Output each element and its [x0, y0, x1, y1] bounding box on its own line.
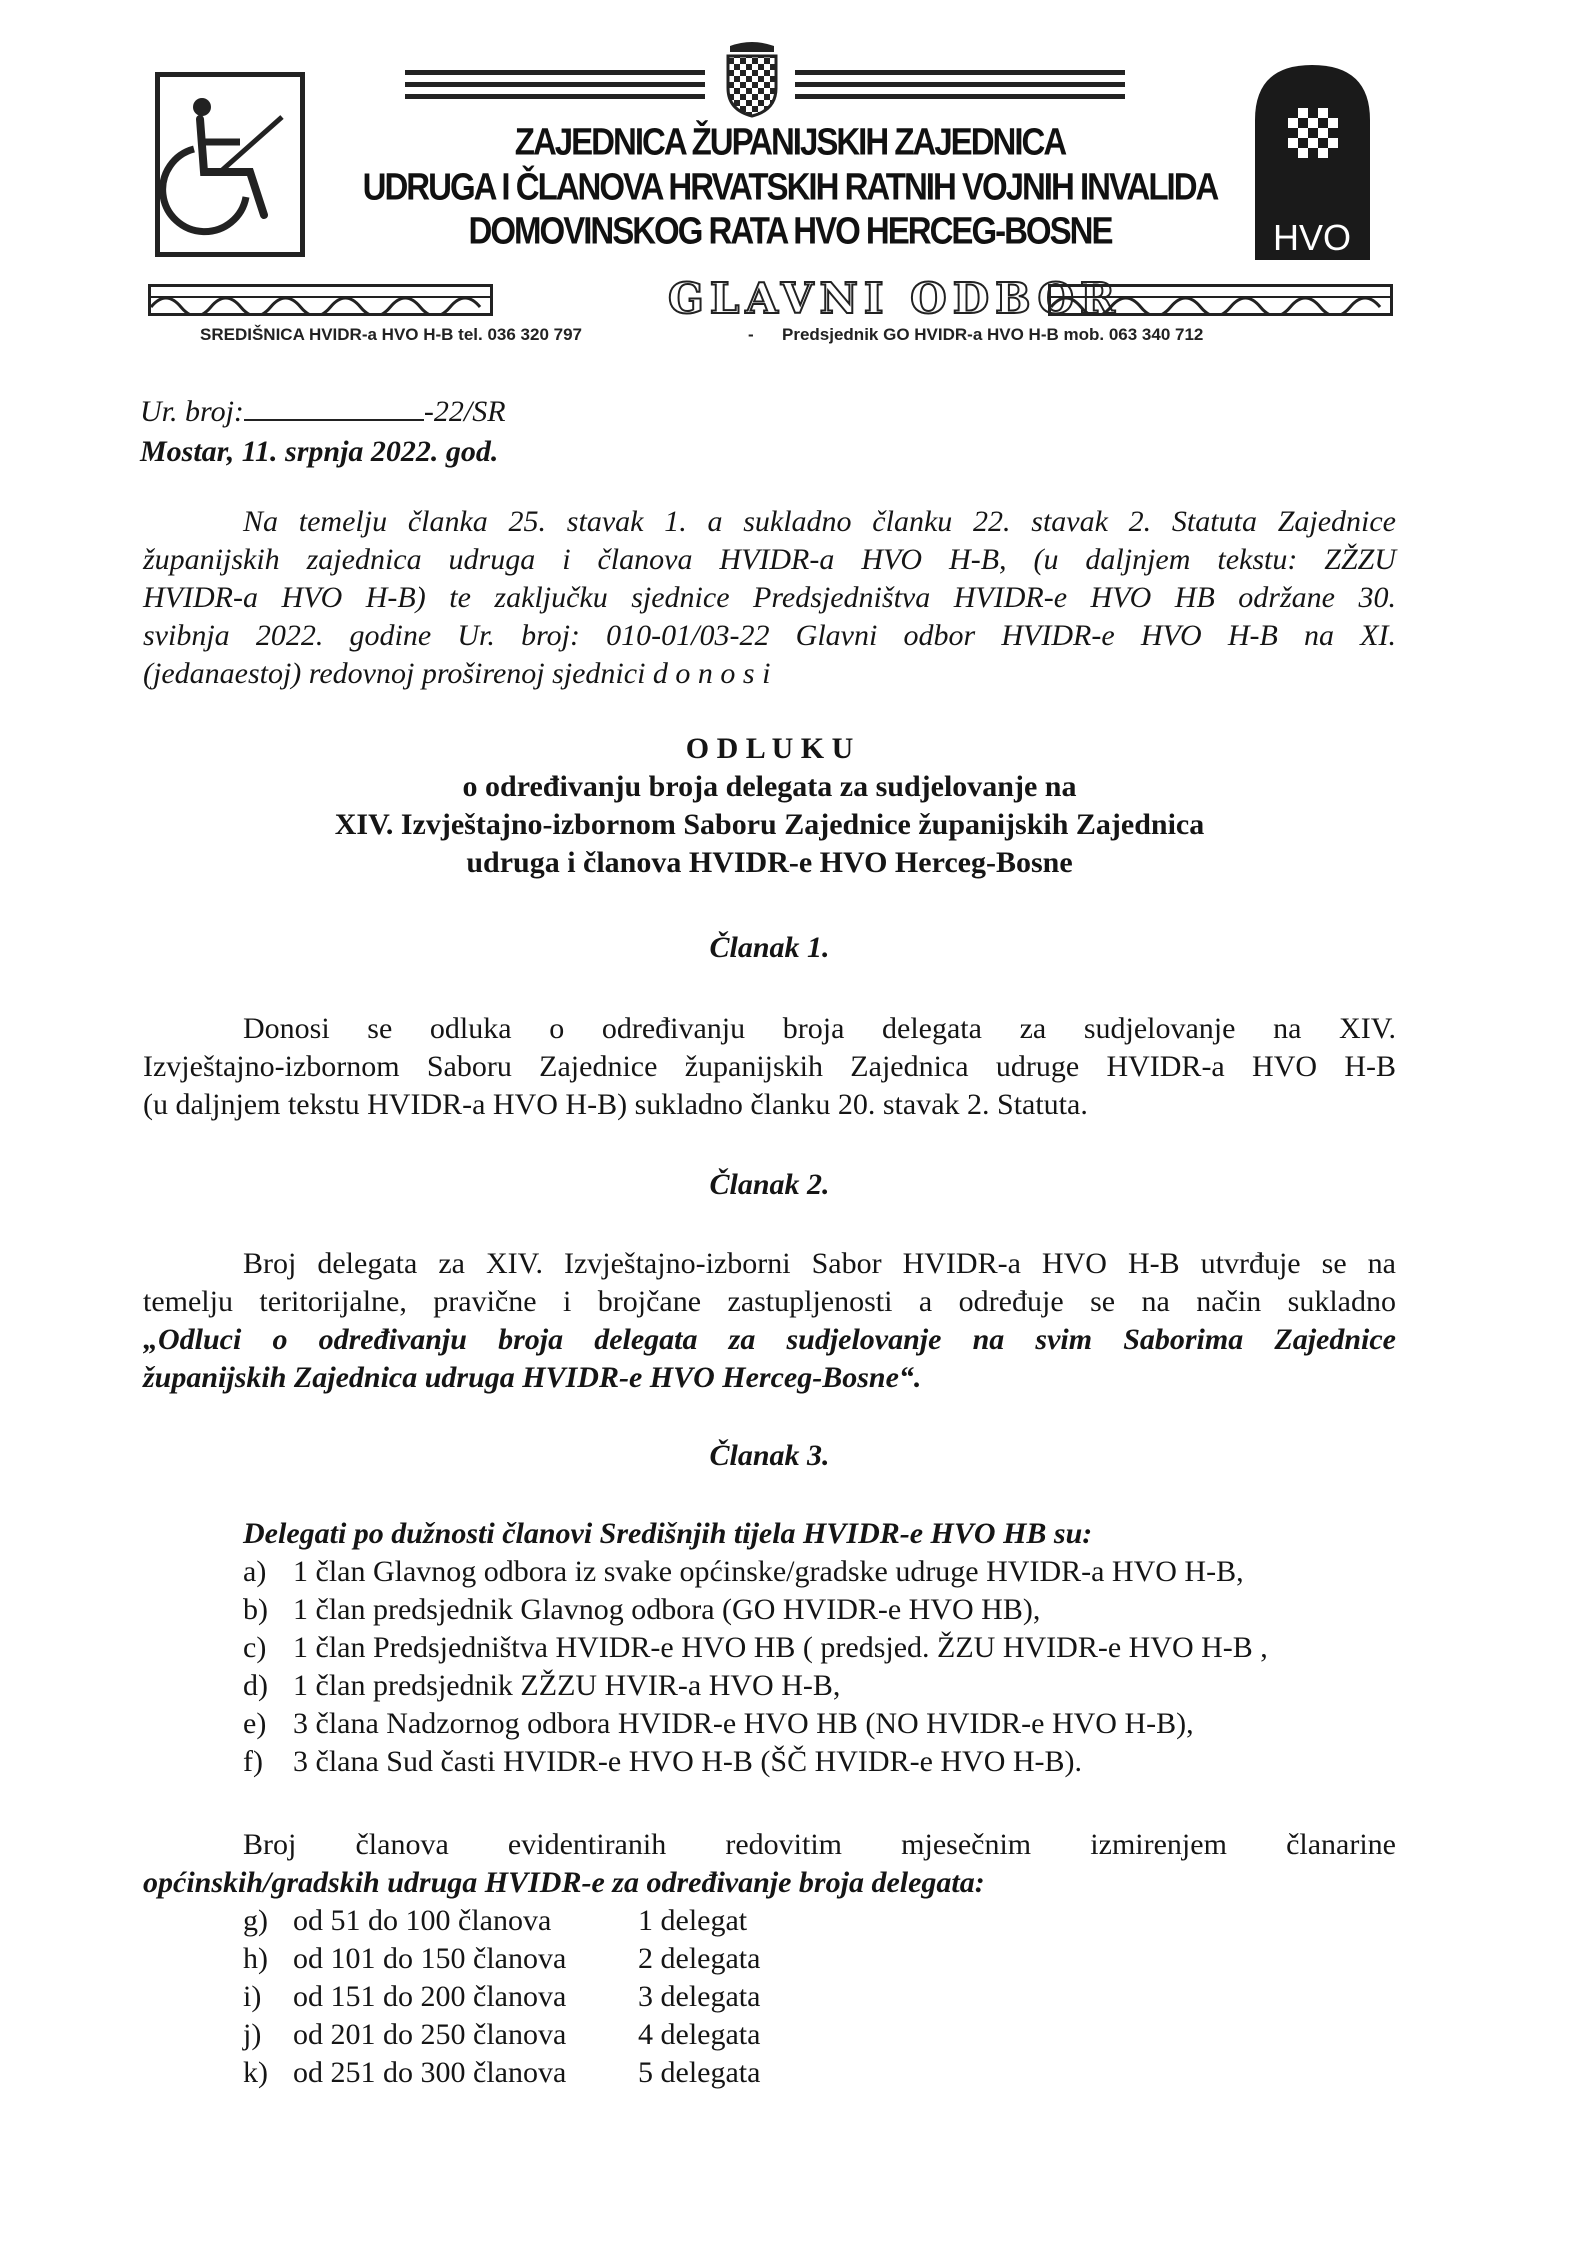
preamble-line-1: Na temelju članka 25. stavak 1. a sukladno članku 22. stavak 2. Statuta Zajednice — [243, 505, 1396, 538]
decision-line-1: o određivanju broja delegata za sudjelovanje na — [462, 770, 1077, 803]
article-1-line-1: Donosi se odluka o određivanju broja delegata za sudjelovanje na XIV. — [243, 1012, 1396, 1045]
list-item-key: f) — [243, 1745, 263, 1778]
list-item-text: 1 član predsjednik Glavnog odbora (GO HVIDR-e HVO HB), — [293, 1593, 1041, 1626]
range-key: h) — [243, 1942, 268, 1975]
decision-title: O D L U K U — [685, 732, 854, 765]
wheelchair-icon — [155, 72, 305, 257]
org-name-line-2: UDRUGA I ČLANOVA HRVATSKIH RATNIH VOJNIH INVALIDA — [362, 165, 1218, 208]
list-item-text: 1 član predsjednik ZŽZU HVIR-a HVO H-B, — [293, 1669, 841, 1702]
preamble-line-5: (jedanaestoj) redovnoj proširenoj sjednici d o n o s i — [143, 657, 771, 690]
list-item — [243, 1667, 1393, 1705]
list-item-key: d) — [243, 1669, 268, 1702]
list-item-text: 3 člana Sud časti HVIDR-e HVO H-B (ŠČ HVIDR-e HVO H-B). — [293, 1745, 1083, 1778]
hvo-badge-text: HVO — [1272, 217, 1352, 258]
article-1-heading: Članak 1. — [709, 931, 830, 964]
range-delegates: 3 delegata — [638, 1980, 761, 2013]
range-row — [243, 1978, 760, 2016]
list-item-text: 3 člana Nadzornog odbora HVIDR-e HVO HB (NO HVIDR-e HVO H-B), — [293, 1707, 1194, 1740]
members-line-2: općinskih/gradskih udruga HVIDR-e za određivanje broja delegata: — [143, 1866, 985, 1899]
list-item — [243, 1629, 1393, 1667]
range-members: od 201 do 250 članova — [293, 2018, 567, 2051]
list-item-text: 1 član Glavnog odbora iz svake općinske/gradske udruge HVIDR-a HVO H-B, — [293, 1555, 1244, 1588]
org-name-line-1: ZAJEDNICA ŽUPANIJSKIH ZAJEDNICA — [514, 120, 1066, 163]
chessboard-coat-of-arms-icon — [722, 40, 782, 118]
list-item-text: 1 član Predsjedništva HVIDR-e HVO HB ( predsjed. ŽZU HVIDR-e HVO H-B , — [293, 1631, 1268, 1664]
glavni-odbor-band — [148, 274, 1393, 323]
article-3-heading: Članak 3. — [709, 1439, 830, 1472]
list-item-key: e) — [243, 1707, 267, 1740]
preamble-line-4: svibnja 2022. godine Ur. broj: 010-01/03-22 Glavni odbor HVIDR-e HVO H-B na XI. — [143, 619, 1396, 652]
range-members: od 51 do 100 članova — [293, 1904, 552, 1937]
contact-president: Predsjednik GO HVIDR-a HVO H-B mob. 063 340 712 — [782, 325, 1204, 344]
range-delegates: 1 delegat — [638, 1904, 748, 1937]
contact-separator: - — [748, 325, 754, 344]
list-item-key: c) — [243, 1631, 267, 1664]
range-delegates: 2 delegata — [638, 1942, 761, 1975]
article-2-line-1: Broj delegata za XIV. Izvještajno-izborni Sabor HVIDR-a HVO H-B utvrđuje se na — [243, 1247, 1396, 1280]
list-item — [243, 1705, 1393, 1743]
article-2-heading: Članak 2. — [709, 1168, 830, 1201]
ornament-left — [148, 284, 493, 316]
range-delegates: 5 delegata — [638, 2056, 761, 2089]
range-members: od 101 do 150 članova — [293, 1942, 567, 1975]
hvo-badge — [1250, 60, 1375, 265]
range-members: od 151 do 200 članova — [293, 1980, 567, 2013]
range-row — [243, 1940, 760, 1978]
range-row — [243, 2054, 760, 2092]
ref-blank — [244, 393, 424, 421]
ref-suffix: -22/SR — [423, 395, 506, 428]
range-key: g) — [243, 1904, 268, 1937]
decision-line-2: XIV. Izvještajno-izbornom Saboru Zajednice županijskih Zajednica — [334, 808, 1205, 841]
list-item — [243, 1591, 1393, 1629]
place-date: Mostar, 11. srpnja 2022. god. — [140, 435, 499, 468]
contact-headquarters: SREDIŠNICA HVIDR-a HVO H-B tel. 036 320 797 — [200, 325, 582, 344]
article-2-line-4: županijskih Zajednica udruga HVIDR-e HVO Herceg-Bosne“. — [143, 1361, 922, 1394]
range-members: od 251 do 300 članova — [293, 2056, 567, 2089]
reference-number — [140, 393, 506, 431]
range-key: k) — [243, 2056, 268, 2089]
range-key: i) — [243, 1980, 262, 2013]
members-line-1: Broj članova evidentiranih redovitim mjesečnim izmirenjem članarine — [243, 1828, 1396, 1861]
article-1-line-2: Izvještajno-izbornom Saboru Zajednice županijskih Zajednica udruge HVIDR-a HVO H-B — [143, 1050, 1396, 1083]
range-row — [243, 1902, 747, 1940]
preamble-line-2: županijskih zajednica udruga i članova HVIDR-a HVO H-B, (u daljnjem tekstu: ZŽZU — [143, 543, 1396, 576]
ref-label: Ur. broj: — [140, 395, 244, 428]
ornament-right — [1048, 284, 1393, 316]
preamble-line-3: HVIDR-a HVO H-B) te zaključku sjednice Predsjedništva HVIDR-e HVO HB održane 30. — [143, 581, 1396, 614]
list-item-key: a) — [243, 1555, 267, 1588]
article-2-line-3: „Odluci o određivanju broja delegata za sudjelovanje na svim Saborima Zajednice — [143, 1323, 1396, 1356]
org-name-line-3: DOMOVINSKOG RATA HVO HERCEG-BOSNE — [468, 209, 1112, 252]
list-item — [243, 1743, 1393, 1781]
list-item-key: b) — [243, 1593, 268, 1626]
article-1-line-3: (u daljnjem tekstu HVIDR-a HVO H-B) sukladno članku 20. stavak 2. Statuta. — [143, 1088, 1088, 1121]
board-title: GLAVNI ODBOR — [668, 274, 1121, 323]
article-3-intro: Delegati po dužnosti članovi Središnjih tijela HVIDR-e HVO HB su: — [243, 1517, 1093, 1550]
letterhead — [0, 0, 1570, 360]
range-delegates: 4 delegata — [638, 2018, 761, 2051]
range-row — [243, 2016, 760, 2054]
range-key: j) — [243, 2018, 262, 2051]
list-item — [243, 1553, 1393, 1591]
article-2-line-2: temelju teritorijalne, pravične i brojčane zastupljenosti a određuje se na način sukladno — [143, 1285, 1396, 1318]
decision-line-3: udruga i članova HVIDR-e HVO Herceg-Bosne — [466, 846, 1073, 879]
